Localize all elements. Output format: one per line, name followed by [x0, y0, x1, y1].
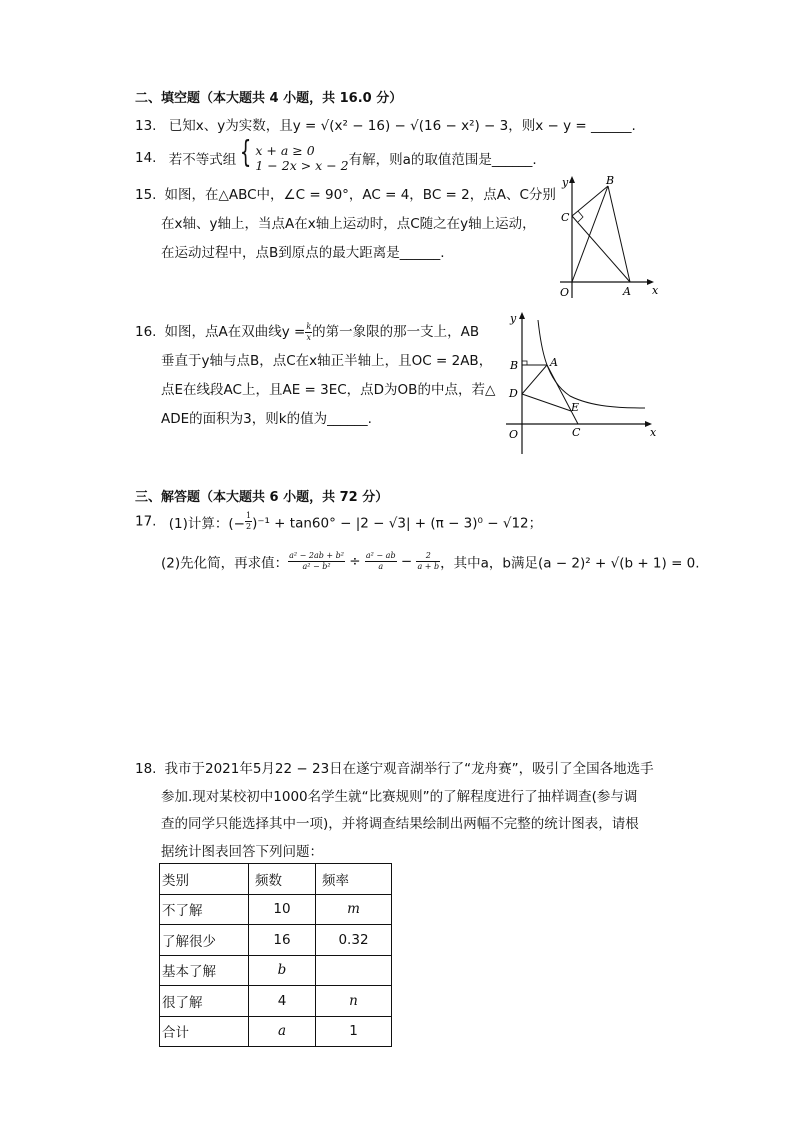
table-header-row [160, 864, 392, 895]
operator-divide: ÷ [349, 553, 361, 570]
question-line-1: 我市于2021年5月22 − 23日在遂宁观音湖举行了“龙舟赛”，吸引了全国各地选手 [164, 761, 654, 777]
question-number: 15. [135, 187, 157, 203]
question-line-2: 在x轴、y轴上，当点A在x轴上运动时，点C随之在y轴上运动， [161, 216, 536, 232]
label-E: E [571, 401, 580, 414]
table-row [160, 925, 392, 956]
part-2-post: ，其中a，b满足(a − 2)² + √(b + 1) = 0. [440, 555, 700, 572]
label-B: B [510, 359, 519, 372]
inequality-system [255, 143, 348, 173]
question-number: 14. [135, 150, 157, 166]
frac-num: k [306, 321, 312, 331]
brace-symbol: { [240, 135, 252, 170]
fraction-1 [288, 551, 345, 572]
question-13 [135, 114, 636, 134]
frac-num: 1 [245, 511, 252, 520]
segment-AC [547, 365, 578, 424]
question-16 [135, 318, 495, 434]
fraction-2 [365, 551, 397, 572]
question-number: 17. [135, 513, 157, 530]
segment-CA [572, 216, 630, 282]
table-cell: a [249, 1016, 316, 1047]
frac-den: x [306, 332, 311, 342]
frac-num: a² − 2ab + b² [289, 551, 344, 560]
table-row [160, 955, 392, 986]
frac-den: a² − b² [302, 562, 331, 571]
table-cell: 4 [249, 986, 316, 1017]
part-1-post: )⁻¹ + tan60° − |2 − √3| + (π − 3)⁰ − √12； [252, 515, 543, 532]
question-17 [135, 511, 542, 532]
question-line-2: 参加.现对某校初中1000名学生就“比赛规则”的了解程度进行了抽样调查(参与调 [161, 788, 638, 805]
frac-den: 2 [245, 522, 252, 531]
question-line-3: 在运动过程中，点B到原点的最大距离是______. [161, 245, 445, 261]
table-cell: m [316, 894, 392, 925]
label-B: B [606, 174, 615, 187]
table-row [160, 1016, 392, 1047]
table-cell: 基本了解 [160, 955, 249, 986]
table-cell: 很了解 [160, 986, 249, 1017]
label-x: x [652, 284, 659, 297]
label-C: C [561, 211, 570, 224]
question-line-3: 点E在线段AC上，且AE = 3EC，点D为OB的中点，若△ [161, 382, 496, 398]
table-cell: 不了解 [160, 894, 249, 925]
table-cell: 1 [316, 1016, 392, 1047]
question-15 [135, 181, 556, 268]
question-line-4: ADE的面积为3，则k的值为______. [161, 411, 372, 427]
table-cell [316, 955, 392, 986]
inequality-line-1: x + a ≥ 0 [255, 143, 315, 158]
inequality-line-2: 1 − 2x > x − 2 [255, 158, 349, 173]
label-x: x [650, 426, 657, 439]
table-row [160, 986, 392, 1017]
table-cell: 16 [249, 925, 316, 956]
question-text-pre: 若不等式组 [168, 152, 237, 168]
table-cell: 合计 [160, 1016, 249, 1047]
question-18 [135, 756, 654, 866]
label-C: C [572, 426, 581, 439]
header-cell: 类别 [160, 864, 249, 895]
frac-num: 2 [416, 551, 440, 562]
label-D: D [509, 387, 518, 400]
fraction-3 [416, 551, 440, 572]
table-cell: b [249, 955, 316, 986]
question-14 [135, 135, 537, 173]
question-line-1: 如图，在△ABC中，∠C = 90°，AC = 4，BC = 2，点A、C分别 [164, 187, 556, 203]
frac-num: a² − ab [365, 551, 396, 560]
fraction-half [245, 511, 252, 532]
table-cell: 10 [249, 894, 316, 925]
question-number: 16. [135, 324, 157, 340]
table-cell: 了解很少 [160, 925, 249, 956]
header-cell: 频率 [316, 864, 392, 895]
part-2-pre: (2)先化简，再求值： [161, 555, 289, 572]
question-number: 13. [135, 118, 157, 134]
frac-den: a [378, 562, 384, 571]
question-line-4: 据统计图表回答下列问题： [161, 843, 323, 860]
table-cell: n [316, 986, 392, 1017]
label-O: O [509, 428, 519, 441]
segment-DA [522, 365, 547, 394]
question-number: 18. [135, 761, 157, 777]
question-line-2: 垂直于y轴与点B，点C在x轴正半轴上，且OC = 2AB， [161, 353, 493, 369]
segment-BA [608, 186, 630, 282]
label-O: O [560, 286, 570, 299]
label-y: y [510, 312, 517, 325]
q15-figure [548, 172, 668, 302]
header-cell: 频数 [249, 864, 316, 895]
operator-minus: − [400, 553, 413, 570]
y-axis-arrow [519, 312, 525, 319]
right-angle-mark [578, 211, 583, 222]
right-angle-mark [522, 361, 527, 365]
section-2-heading: 二、填空题（本大题共 4 小题，共 16.0 分） [135, 91, 403, 106]
question-text: 已知x、y为实数，且y = √(x² − 16) − √(16 − x²) − 3，则x − y = ______. [168, 118, 636, 134]
frequency-table [159, 863, 392, 1047]
y-axis-arrow [569, 176, 575, 183]
question-line-1b: 的第一象限的那一支上，AB [312, 324, 480, 340]
section-3-heading: 三、解答题（本大题共 6 小题，共 72 分） [135, 490, 389, 505]
question-17-part-2 [161, 551, 700, 572]
question-line-1a: 如图，点A在双曲线y = [164, 324, 306, 340]
frac-den: a + b [417, 562, 440, 571]
label-A: A [623, 285, 631, 298]
table-row [160, 894, 392, 925]
part-1-pre: (1)计算：(− [168, 515, 245, 532]
label-A: A [550, 356, 558, 369]
question-line-3: 查的同学只能选择其中一项)，并将调查结果绘制出两幅不完整的统计图表，请根 [161, 816, 639, 832]
label-y: y [562, 176, 569, 189]
question-text-post: 有解，则a的取值范围是______. [348, 152, 537, 168]
table-cell: 0.32 [316, 925, 392, 956]
q16-figure [500, 308, 670, 458]
